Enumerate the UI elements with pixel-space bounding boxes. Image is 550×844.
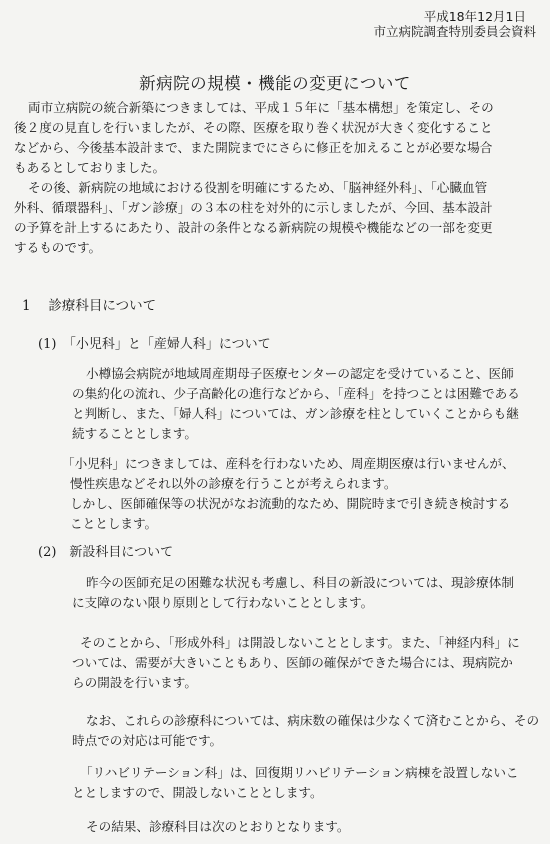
- subsection-1-paragraph-1: [72, 364, 520, 444]
- text-line: するものです。: [14, 240, 102, 255]
- text-line: 両市立病院の統合新築につきましては、平成１５年に「基本構想」を策定し、その: [28, 100, 494, 115]
- subsection-2-paragraph-1: [72, 573, 514, 613]
- document-title: 新病院の規模・機能の変更について: [139, 74, 411, 93]
- text-line: の予算を計上するにあたり、設計の条件となる新病院の規模や機能などの一部を変更: [14, 220, 493, 235]
- text-line: 慢性疾患などそれ以外の診療を行うことが考えられます。: [70, 476, 397, 491]
- text-line: に支障のない限り原則として行わないこととします。: [72, 595, 374, 610]
- text-line: の集約化の流れ、少子高齢化の進行などから、「産科」を持つことは困難である: [72, 386, 520, 401]
- subsection-1-paragraph-2: [62, 454, 515, 534]
- text-line: 続することとします。: [72, 426, 197, 441]
- subsection-2-paragraph-3: [72, 711, 539, 751]
- text-line: その結果、診療科目は次のとおりとなります。: [86, 819, 350, 834]
- text-line: こととします。: [70, 516, 158, 531]
- text-line: もあるとしておりました。: [14, 160, 166, 175]
- text-line: なお、これらの診療科については、病床数の確保は少なくて済むことから、その: [86, 713, 540, 728]
- intro-paragraph-1: [14, 98, 494, 178]
- document-date: 平成18年12月1日: [423, 9, 526, 24]
- text-line: 昨今の医師充足の困難な状況も考慮し、科目の新設については、現診療体制: [86, 575, 514, 590]
- section-1-heading: 1 診療科目について: [22, 298, 157, 314]
- text-line: 後２度の見直しを行いましたが、その際、医療を取り巻く状況が大きく変化すること: [14, 120, 493, 135]
- text-line: と判断し、また、「婦人科」については、ガン診療を柱としていくことからも継: [72, 406, 519, 421]
- text-line: ととしますので、開設しないこととします。: [72, 785, 323, 800]
- text-line: 「リハビリテーション科」は、回復期リハビリテーション病棟を設置しないこ: [80, 765, 519, 780]
- text-line: らの開設を行います。: [72, 675, 197, 690]
- subsection-2-paragraph-4: [72, 763, 519, 803]
- text-line: 外科、循環器科」、「ガン診療」の３本の柱を対外的に示しましたが、今回、基本設計: [14, 200, 493, 215]
- subsection-2-paragraph-2: [72, 633, 520, 693]
- text-line: その後、新病院の地域における役割を明確にするため、「脳神経外科」、「心臓血管: [28, 180, 488, 195]
- text-line: しかし、医師確保等の状況がなお流動的なため、開院時まで引き続き検討する: [70, 496, 511, 511]
- text-line: 時点での対応は可能です。: [72, 733, 223, 748]
- text-line: そのことから、「形成外科」は開設しないこととします。また、「神経内科」に: [80, 635, 520, 650]
- intro-paragraph-2: [14, 178, 493, 258]
- text-line: 「小児科」につきましては、産科を行わないため、周産期医療は行いませんが、: [62, 456, 515, 471]
- subsection-2-heading: (2) 新設科目について: [38, 545, 174, 560]
- subsection-2-paragraph-5: [72, 817, 349, 837]
- text-line: などから、今後基本設計まで、また開院までにさらに修正を加えることが必要な場合: [14, 140, 493, 155]
- text-line: ついては、需要が大きいこともあり、医師の確保ができた場合には、現病院か: [72, 655, 513, 670]
- text-line: 小樽協会病院が地域周産期母子医療センターの認定を受けていること、医師: [86, 366, 514, 381]
- document-department: 市立病院調査特別委員会資料: [373, 24, 536, 39]
- subsection-1-heading: (1) 「小児科」と「産婦人科」について: [38, 337, 271, 352]
